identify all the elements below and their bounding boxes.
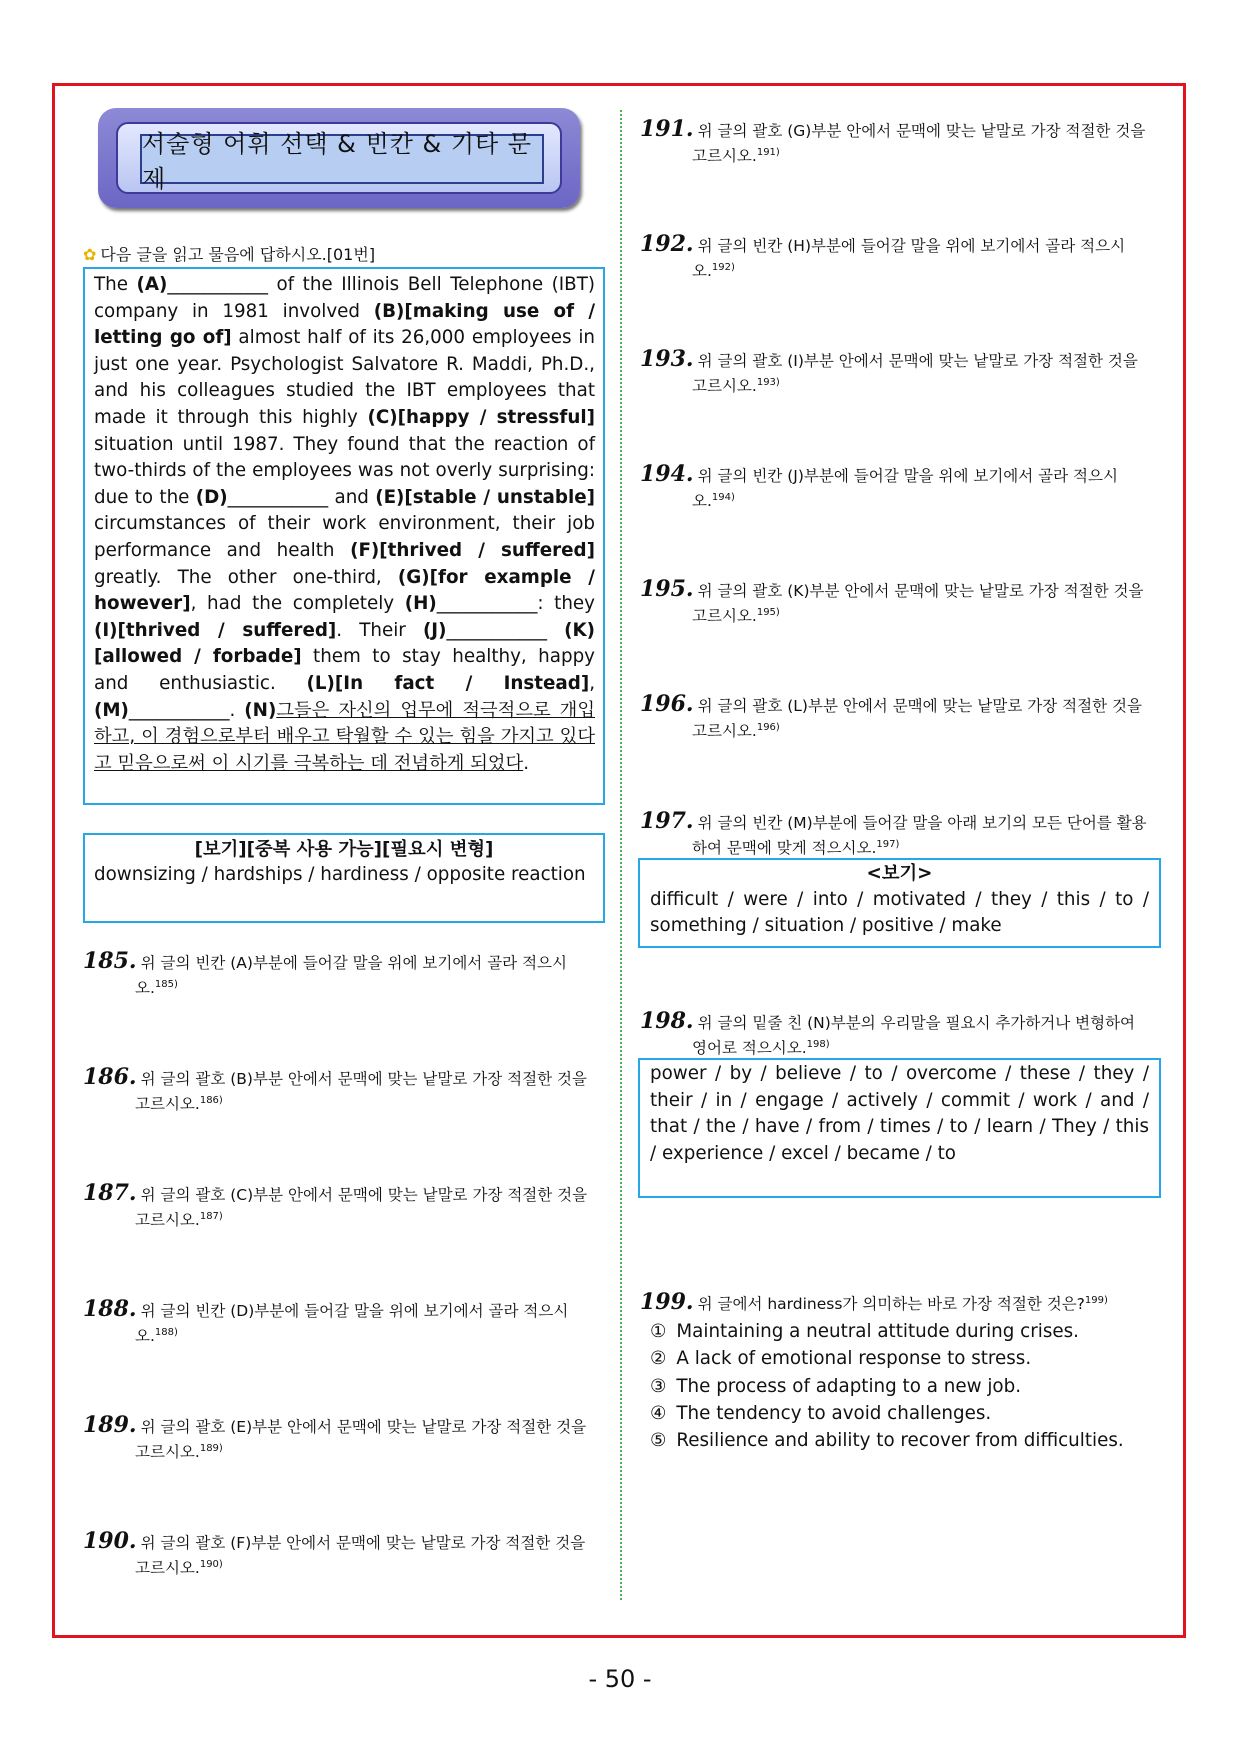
- question-text: 위 글의 괄호 (E)부분 안에서 문맥에 맞는 낱말로 가장 적절한 것을: [140, 1418, 587, 1436]
- choice-5[interactable]: [650, 1427, 1124, 1454]
- question-text: 고르시오.: [135, 1559, 200, 1578]
- question-189: [83, 1414, 605, 1463]
- passage-text: ___________: they: [436, 593, 595, 615]
- instruction-text: 다음 글을 읽고 물음에 답하시오.[01번]: [100, 245, 376, 264]
- passage-text: ___________.: [128, 699, 245, 721]
- passage-text: . Their: [336, 619, 423, 641]
- label-n: (N): [244, 699, 277, 721]
- question-text: 하여 문맥에 맞게 적으시오.: [692, 839, 877, 858]
- passage-text: The: [94, 274, 137, 295]
- question-text: 고르시오.: [692, 377, 757, 396]
- question-text: 오.: [135, 979, 155, 998]
- question-number: 187.: [83, 1180, 137, 1206]
- choice-text: A lack of emotional response to stress.: [676, 1348, 1032, 1370]
- footnote-ref: 190): [199, 1559, 223, 1570]
- footnote-ref: 197): [876, 839, 900, 850]
- question-197: [640, 810, 1160, 859]
- column-divider: [620, 110, 622, 1600]
- passage-text: ___________: [446, 619, 565, 641]
- question-text: 위 글의 빈칸 (J)부분에 들어갈 말을 위에 보기에서 골라 적으시: [697, 467, 1118, 485]
- passage-text: .: [523, 752, 530, 774]
- word-bank-box: [83, 833, 605, 923]
- choice-text: The tendency to avoid challenges.: [676, 1402, 992, 1424]
- question-number: 192.: [640, 231, 694, 257]
- word-box-198-words: power / by / believe / to / overcome / these / they / their / in / engage / actively / commit / work / and / that / the / have / from / times / to / learn / They / this / experience / excel / became / to: [650, 1063, 1149, 1164]
- blank-label-a: (A): [136, 274, 168, 295]
- passage-text: ___________ of the Illinois Bell Telephone (IBT) company in 1981 involved: [94, 274, 595, 322]
- question-text: 오.: [135, 1327, 155, 1346]
- question-199: [640, 1290, 1160, 1315]
- word-bank-header: [보기][중복 사용 가능][필요시 변형]: [194, 839, 494, 860]
- footnote-ref: 193): [756, 377, 780, 388]
- question-193: [640, 348, 1160, 397]
- reading-passage: [83, 267, 605, 805]
- question-text: 위 글의 빈칸 (D)부분에 들어갈 말을 위에 보기에서 골라 적으시: [140, 1302, 569, 1320]
- word-box-197-words: difficult / were / into / motivated / they / this / to / something / situation / positive / make: [650, 889, 1149, 936]
- passage-text: ,: [589, 672, 595, 694]
- question-text: 고르시오.: [692, 607, 757, 626]
- passage-text: , had the completely: [190, 593, 405, 615]
- choice-l: (L)[In fact / Instead]: [306, 672, 590, 694]
- question-number: 193.: [640, 346, 694, 372]
- question-number: 189.: [83, 1412, 137, 1438]
- passage-text: them to stay healthy, happy and enthusiastic.: [94, 646, 595, 694]
- choice-e: (E)[stable / unstable]: [375, 486, 595, 508]
- question-text: 위 글의 괄호 (C)부분 안에서 문맥에 맞는 낱말로 가장 적절한 것을: [140, 1186, 588, 1204]
- question-text: 위 글의 괄호 (B)부분 안에서 문맥에 맞는 낱말로 가장 적절한 것을: [140, 1070, 587, 1088]
- title-banner: [98, 108, 580, 208]
- question-number: 194.: [640, 461, 694, 487]
- question-text: 위 글의 밑줄 친 (N)부분의 우리말을 필요시 추가하거나 변형하여: [697, 1014, 1136, 1032]
- choice-number: ②: [650, 1348, 667, 1370]
- blank-label-m: (M): [94, 699, 129, 721]
- word-box-197: [638, 858, 1161, 948]
- question-text: 고르시오.: [692, 147, 757, 166]
- blank-label-h: (H): [404, 593, 437, 615]
- question-194: [640, 463, 1160, 512]
- page-number: - 50 -: [588, 1665, 652, 1693]
- footnote-ref: 199): [1084, 1295, 1108, 1306]
- question-191: [640, 118, 1160, 167]
- question-text: 고르시오.: [135, 1211, 200, 1230]
- footnote-ref: 195): [756, 607, 780, 618]
- choice-b: (B)[making use of / letting go of]: [94, 300, 595, 349]
- choice-1[interactable]: [650, 1318, 1124, 1345]
- choice-2[interactable]: [650, 1345, 1124, 1372]
- footnote-ref: 187): [199, 1211, 223, 1222]
- passage-text: almost half of its 26,000 employees in just one year. Psychologist Salvatore R. Maddi, Ph.D., and his colleagues studied the IBT employees that made it through this highly: [94, 327, 596, 428]
- question-number: 188.: [83, 1296, 137, 1322]
- question-number: 196.: [640, 691, 694, 717]
- question-text: 고르시오.: [135, 1095, 200, 1114]
- question-text: 위 글의 괄호 (I)부분 안에서 문맥에 맞는 낱말로 가장 적절한 것을: [697, 352, 1138, 370]
- question-190: [83, 1530, 605, 1579]
- footnote-ref: 188): [154, 1327, 178, 1338]
- word-bank-words: downsizing / hardships / hardiness / opposite reaction: [94, 864, 586, 885]
- footnote-ref: 191): [756, 147, 780, 158]
- instruction: [83, 242, 375, 265]
- choice-text: Maintaining a neutral attitude during crises.: [676, 1321, 1079, 1342]
- question-text: 위 글의 빈칸 (M)부분에 들어갈 말을 아래 보기의 모든 단어를 활용: [697, 814, 1147, 832]
- footnote-ref: 189): [199, 1443, 223, 1454]
- question-number: 197.: [640, 808, 694, 834]
- question-number: 198.: [640, 1008, 694, 1034]
- choice-number: ⑤: [650, 1430, 667, 1452]
- question-text: 위 글에서 hardiness가 의미하는 바로 가장 적절한 것은?: [697, 1295, 1085, 1314]
- passage-text: greatly. The other one-third,: [94, 566, 398, 588]
- question-text: 위 글의 괄호 (G)부분 안에서 문맥에 맞는 낱말로 가장 적절한 것을: [697, 122, 1146, 140]
- passage-text: ___________ and: [227, 486, 376, 508]
- blank-label-d: (D): [195, 486, 228, 508]
- question-text: 오.: [692, 492, 712, 511]
- choice-text: Resilience and ability to recover from difficulties.: [676, 1430, 1124, 1452]
- choice-text: The process of adapting to a new job.: [676, 1375, 1022, 1397]
- passage-text: situation until 1987. They found that the reaction of two-thirds of the employees was not overly surprising: due to the: [94, 433, 595, 508]
- passage-text: circumstances of their work environment, their job performance and health: [94, 513, 595, 561]
- question-number: 191.: [640, 116, 694, 142]
- question-195: [640, 578, 1160, 627]
- word-box-197-header: <보기>: [866, 863, 933, 884]
- question-text: 위 글의 빈칸 (A)부분에 들어갈 말을 위에 보기에서 골라 적으시: [140, 954, 567, 972]
- blank-label-j: (J): [422, 619, 447, 641]
- question-186: [83, 1066, 605, 1115]
- question-198: [640, 1010, 1160, 1059]
- choice-f: (F)[thrived / suffered]: [350, 539, 595, 561]
- choice-number: ④: [650, 1402, 667, 1424]
- title-banner-inner: [116, 122, 562, 194]
- question-text: 오.: [692, 262, 712, 281]
- question-196: [640, 693, 1160, 742]
- question-text: 위 글의 괄호 (F)부분 안에서 문맥에 맞는 낱말로 가장 적절한 것을: [140, 1534, 586, 1552]
- question-text: 위 글의 빈칸 (H)부분에 들어갈 말을 위에 보기에서 골라 적으시: [697, 237, 1126, 255]
- question-number: 199.: [640, 1289, 694, 1316]
- choice-number: ③: [650, 1375, 667, 1397]
- choice-number: ①: [650, 1321, 667, 1342]
- question-text: 고르시오.: [135, 1443, 200, 1462]
- footnote-ref: 194): [711, 492, 735, 503]
- question-number: 195.: [640, 576, 694, 602]
- choice-3[interactable]: [650, 1373, 1124, 1400]
- footnote-ref: 185): [154, 979, 178, 990]
- question-188: [83, 1298, 605, 1347]
- answer-choices-199: [650, 1318, 1124, 1454]
- question-text: 고르시오.: [692, 722, 757, 741]
- question-number: 185.: [83, 948, 137, 974]
- flower-icon: ✿: [83, 245, 97, 264]
- question-number: 190.: [83, 1528, 137, 1554]
- footnote-ref: 186): [199, 1095, 223, 1106]
- question-number: 186.: [83, 1064, 137, 1090]
- question-text: 영어로 적으시오.: [692, 1039, 807, 1058]
- footnote-ref: 192): [711, 262, 735, 273]
- choice-c: (C)[happy / stressful]: [367, 406, 596, 428]
- question-text: 위 글의 괄호 (K)부분 안에서 문맥에 맞는 낱말로 가장 적절한 것을: [697, 582, 1144, 600]
- question-185: [83, 950, 605, 999]
- underlined-korean: 그들은 자신의 업무에 적극적으로 개입하고, 이 경험으로부터 배우고 탁월할 수 있는 힘을 가지고 있다고 믿음으로써 이 시기를 극복하는 데 전념하게 되었다: [94, 699, 595, 774]
- choice-g: (G)[for example / however]: [94, 566, 595, 615]
- choice-k: (K)[allowed / forbade]: [94, 619, 596, 668]
- footnote-ref: 198): [806, 1039, 830, 1050]
- question-text: 위 글의 괄호 (L)부분 안에서 문맥에 맞는 낱말로 가장 적절한 것을: [697, 697, 1142, 715]
- choice-i: (I)[thrived / suffered]: [94, 619, 337, 641]
- question-192: [640, 233, 1160, 282]
- choice-4[interactable]: [650, 1400, 1124, 1427]
- question-187: [83, 1182, 605, 1231]
- page-title: 서술형 어휘 선택 & 빈칸 & 기타 문제: [140, 134, 544, 184]
- word-box-198: [638, 1058, 1161, 1198]
- footnote-ref: 196): [756, 722, 780, 733]
